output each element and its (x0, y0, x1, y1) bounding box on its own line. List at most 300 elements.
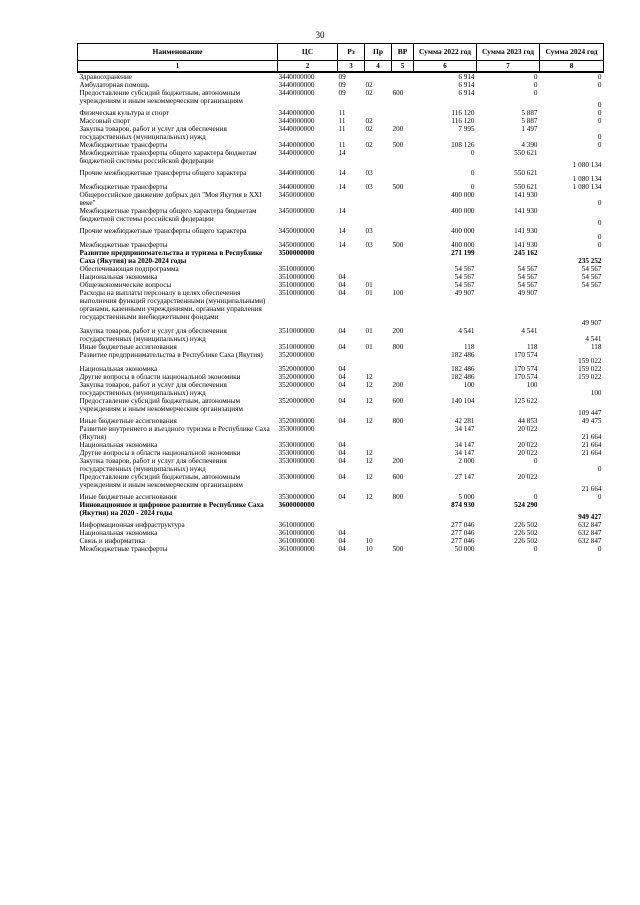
row-vr: 500 (392, 241, 404, 249)
row-rz: 04 (338, 343, 346, 351)
row-vr (392, 425, 414, 441)
table-row (78, 125, 604, 141)
row-name: Межбюджетные трансферты общего характера бюджетам бюджетной системы российской федерации (79, 149, 257, 165)
row-sum-2023: 141 930 (514, 191, 538, 199)
row-vr (392, 207, 414, 227)
row-sum-2022: 140 104 (451, 397, 475, 405)
row-pr (365, 249, 392, 265)
row-sum-2023: 20 022 (517, 425, 538, 433)
row-cs: 3440000000 (278, 125, 315, 133)
row-cs: 3440000000 (278, 109, 315, 117)
row-pr: 03 (365, 183, 373, 191)
index-cell: 4 (365, 61, 392, 73)
row-vr (392, 351, 414, 365)
row-cs: 3500000000 (278, 249, 315, 257)
row-cs: 3530000000 (278, 457, 315, 465)
row-cs: 3440000000 (278, 169, 315, 177)
row-sum-2023: 49 907 (517, 289, 538, 297)
row-vr: 500 (392, 183, 404, 191)
row-cs: 3450000000 (278, 191, 315, 199)
row-vr: 500 (392, 141, 404, 149)
row-sum-2024: 632 847 (578, 521, 602, 529)
row-sum-2024: 159 022 (578, 365, 602, 373)
table-row (78, 521, 604, 529)
row-sum-2023: 44 853 (517, 417, 538, 425)
row-vr (392, 365, 414, 373)
table-row (78, 457, 604, 473)
index-cell: 1 (78, 61, 278, 73)
row-sum-2022: 874 930 (451, 501, 475, 509)
row-cs: 3520000000 (278, 351, 315, 359)
row-name: Межбюджетные трансферты (79, 141, 168, 149)
row-sum-2023: 141 930 (514, 241, 538, 249)
row-vr: 200 (392, 457, 404, 465)
row-rz: 04 (338, 529, 346, 537)
row-sum-2022: 182 486 (451, 351, 475, 359)
row-name: Другие вопросы в области национальной экономики (79, 449, 241, 457)
row-vr (392, 81, 414, 89)
table-row (78, 449, 604, 457)
row-sum-2022: 0 (470, 149, 475, 157)
row-name: Развитие предпринимательства и туризма в Республике Саха (Якутия) на 2020-2024 годы (79, 249, 263, 265)
row-sum-2023: 170 574 (514, 351, 538, 359)
row-name: Прочие межбюджетные трансферты общего характера (79, 169, 247, 177)
table-row (78, 425, 604, 441)
index-cell: 8 (540, 61, 604, 73)
row-pr: 12 (365, 449, 373, 457)
row-sum-2022: 6 914 (458, 89, 475, 97)
row-vr (392, 521, 414, 529)
row-rz (338, 351, 365, 365)
row-name: Информационная инфраструктура (79, 521, 185, 529)
row-sum-2023: 170 574 (514, 365, 538, 373)
page-number: 30 (315, 30, 325, 40)
row-pr: 12 (365, 417, 373, 425)
row-sum-2024: 1 080 134 (572, 175, 602, 183)
row-pr: 12 (365, 373, 373, 381)
row-sum-2022: 6 914 (458, 73, 475, 81)
row-rz: 04 (338, 441, 346, 449)
row-vr (392, 501, 414, 521)
row-sum-2023: 100 (526, 381, 538, 389)
row-name: Закупка товаров, работ и услуг для обеспечения государственных (муниципальных) нужд (79, 327, 227, 343)
row-sum-2022: 34 147 (454, 425, 475, 433)
row-sum-2022: 34 147 (454, 449, 475, 457)
row-sum-2023: 4 541 (521, 327, 538, 335)
row-name: Предоставление субсидий бюджетным, автономным учреждениям и иным некоммерческим организациям (79, 473, 243, 489)
row-sum-2023: 226 502 (514, 529, 538, 537)
row-sum-2024: 21 664 (581, 449, 602, 457)
row-rz: 14 (338, 207, 346, 215)
row-vr (392, 249, 414, 265)
row-sum-2023: 0 (533, 81, 538, 89)
row-sum-2023: 141 930 (514, 227, 538, 235)
row-cs: 3520000000 (278, 417, 315, 425)
row-cs: 3520000000 (278, 397, 315, 405)
header-pr: Пр (365, 44, 392, 61)
row-cs: 3510000000 (278, 327, 315, 335)
row-rz: 11 (338, 141, 346, 149)
row-name: Межбюджетные трансферты (79, 183, 168, 191)
row-cs: 3530000000 (278, 425, 315, 433)
row-sum-2023: 118 (526, 343, 538, 351)
row-pr (365, 149, 392, 169)
row-cs: 3440000000 (278, 81, 315, 89)
row-sum-2022: 49 907 (454, 289, 475, 297)
row-rz: 14 (338, 169, 346, 177)
header-rz: Рз (338, 44, 365, 61)
row-sum-2024: 0 (597, 493, 602, 501)
row-name: Физическая культура и спорт (79, 109, 169, 117)
row-rz: 09 (338, 73, 346, 81)
row-pr: 02 (365, 81, 373, 89)
row-sum-2022: 277 046 (451, 529, 475, 537)
row-sum-2022: 400 000 (451, 207, 475, 215)
table-row (78, 545, 604, 553)
row-cs: 3600000000 (278, 501, 315, 509)
row-sum-2022: 400 000 (451, 191, 475, 199)
row-pr: 02 (365, 117, 373, 125)
row-pr (365, 207, 392, 227)
row-pr: 01 (365, 343, 373, 351)
row-vr (392, 191, 414, 207)
budget-table (77, 43, 604, 553)
row-sum-2024: 21 664 (581, 433, 602, 441)
row-rz (338, 521, 365, 529)
row-sum-2023: 226 502 (514, 521, 538, 529)
row-rz (338, 265, 365, 273)
row-pr: 01 (365, 327, 373, 335)
header-name: Наименование (78, 44, 278, 61)
row-vr: 200 (392, 125, 404, 133)
row-rz: 11 (338, 125, 346, 133)
header-2022: Сумма 2022 год (414, 44, 477, 61)
row-cs: 3510000000 (278, 289, 315, 297)
row-name: Предоставление субсидий бюджетным, автономным учреждениям и иным некоммерческим организациям (79, 89, 243, 105)
table-row (78, 191, 604, 207)
row-sum-2024: 109 447 (578, 409, 602, 417)
row-pr (365, 109, 392, 117)
row-sum-2022: 277 046 (451, 537, 475, 545)
row-name: Общероссийское движение добрых дел "Моя Якутия в XXI веке" (79, 191, 262, 207)
row-rz: 09 (338, 89, 346, 97)
row-sum-2022: 27 147 (454, 473, 475, 481)
table-row (78, 381, 604, 397)
row-name: Межбюджетные трансферты общего характера бюджетам бюджетной системы российской федерации (79, 207, 257, 223)
row-pr (365, 365, 392, 373)
row-vr (392, 273, 414, 281)
row-cs: 3530000000 (278, 473, 315, 481)
row-sum-2022: 42 281 (454, 417, 475, 425)
row-sum-2022: 50 000 (454, 545, 475, 553)
row-sum-2022: 54 567 (454, 273, 475, 281)
row-pr: 01 (365, 281, 373, 289)
row-name: Другие вопросы в области национальной экономики (79, 373, 241, 381)
row-sum-2023: 20 022 (517, 449, 538, 457)
row-sum-2022: 271 199 (451, 249, 475, 257)
table-row (78, 397, 604, 417)
row-vr (392, 373, 414, 381)
table-row (78, 417, 604, 425)
row-sum-2024: 632 847 (578, 529, 602, 537)
row-sum-2024: 0 (597, 545, 602, 553)
row-sum-2023: 0 (533, 545, 538, 553)
row-cs: 3530000000 (278, 493, 315, 501)
row-sum-2024: 118 (590, 343, 602, 351)
row-sum-2023: 5 887 (521, 117, 538, 125)
row-rz (338, 501, 365, 521)
row-sum-2023: 0 (533, 89, 538, 97)
row-rz: 04 (338, 373, 346, 381)
row-vr (392, 227, 414, 241)
row-rz: 04 (338, 273, 346, 281)
row-sum-2024: 49 907 (581, 319, 602, 327)
row-pr (365, 191, 392, 207)
row-rz (338, 249, 365, 265)
row-name: Расходы на выплаты персоналу в целях обеспечения выполнения функций государственными (муниципальными) органами, казенными учреждениями, органами управления государственными внебюджетными фондами (79, 289, 266, 321)
row-name: Национальная экономика (79, 365, 158, 373)
row-sum-2024: 1 080 134 (572, 161, 602, 169)
row-name: Обеспечивающая подпрограмма (79, 265, 179, 273)
row-vr (392, 537, 414, 545)
table-row (78, 343, 604, 351)
row-rz (338, 425, 365, 441)
row-rz: 04 (338, 449, 346, 457)
row-cs: 3510000000 (278, 343, 315, 351)
row-name: Предоставление субсидий бюджетным, автономным учреждениям и иным некоммерческим организациям (79, 397, 243, 413)
table-row (78, 473, 604, 493)
row-cs: 3450000000 (278, 207, 315, 215)
table-row (78, 273, 604, 281)
table-row (78, 141, 604, 149)
row-vr (392, 149, 414, 169)
row-rz: 14 (338, 183, 346, 191)
row-sum-2024: 0 (597, 241, 602, 249)
row-pr (365, 529, 392, 537)
row-rz: 09 (338, 81, 346, 89)
row-rz: 04 (338, 365, 346, 373)
table-row (78, 493, 604, 501)
row-sum-2022: 7 995 (458, 125, 475, 133)
row-pr: 02 (365, 89, 373, 97)
table-row (78, 183, 604, 191)
row-sum-2023: 550 621 (514, 149, 538, 157)
table-row (78, 265, 604, 273)
row-sum-2022: 100 (463, 381, 475, 389)
row-pr: 01 (365, 289, 373, 297)
row-sum-2024: 4 541 (585, 335, 602, 343)
row-name: Амбулаторная помощь (79, 81, 150, 89)
row-sum-2024: 949 427 (578, 513, 602, 521)
row-rz (338, 191, 365, 207)
table-row (78, 249, 604, 265)
row-name: Межбюджетные трансферты (79, 241, 168, 249)
row-rz: 04 (338, 537, 346, 545)
row-cs: 3520000000 (278, 381, 315, 389)
row-sum-2024: 632 847 (578, 537, 602, 545)
row-cs: 3510000000 (278, 273, 315, 281)
index-cell: 5 (392, 61, 414, 73)
row-sum-2024: 1 080 134 (572, 183, 602, 191)
row-pr (365, 501, 392, 521)
row-name: Развитие внутреннего и въездного туризма в Республике Саха (Якутия) (79, 425, 270, 441)
row-vr: 800 (392, 417, 404, 425)
table-header-row (78, 44, 604, 61)
row-vr (392, 109, 414, 117)
row-vr: 800 (392, 343, 404, 351)
row-rz: 04 (338, 457, 346, 465)
row-name: Национальная экономика (79, 273, 158, 281)
row-sum-2024: 159 022 (578, 373, 602, 381)
row-sum-2024: 54 567 (581, 265, 602, 273)
row-pr (365, 72, 392, 81)
row-sum-2023: 125 622 (514, 397, 538, 405)
row-sum-2022: 108 126 (451, 141, 475, 149)
row-pr (365, 265, 392, 273)
row-cs: 3440000000 (278, 149, 315, 157)
row-vr (392, 117, 414, 125)
row-pr: 12 (365, 493, 373, 501)
table-index-row (78, 61, 604, 73)
row-pr: 02 (365, 125, 373, 133)
row-sum-2024: 0 (597, 109, 602, 117)
row-sum-2022: 2 000 (458, 457, 475, 465)
table-row (78, 373, 604, 381)
row-rz: 04 (338, 473, 346, 481)
table-row (78, 241, 604, 249)
row-sum-2022: 0 (470, 169, 475, 177)
table-row (78, 441, 604, 449)
row-rz: 04 (338, 417, 346, 425)
table-row (78, 89, 604, 109)
table-row (78, 351, 604, 365)
row-sum-2023: 550 621 (514, 169, 538, 177)
row-sum-2023: 4 390 (521, 141, 538, 149)
row-cs: 3610000000 (278, 521, 315, 529)
row-sum-2024: 235 252 (578, 257, 602, 265)
row-sum-2023: 5 887 (521, 109, 538, 117)
row-sum-2022: 54 567 (454, 265, 475, 273)
row-vr: 100 (392, 289, 404, 297)
table-row (78, 81, 604, 89)
row-rz: 04 (338, 397, 346, 405)
row-name: Массовый спорт (79, 117, 131, 125)
row-cs: 3450000000 (278, 241, 315, 249)
table-row (78, 327, 604, 343)
row-sum-2023: 245 162 (514, 249, 538, 257)
table-body (78, 72, 604, 553)
row-name: Закупка товаров, работ и услуг для обеспечения государственных (муниципальных) нужд (79, 125, 227, 141)
row-sum-2024: 0 (597, 141, 602, 149)
row-rz: 14 (338, 241, 346, 249)
row-cs: 3610000000 (278, 545, 315, 553)
row-name: Связь и информатика (79, 537, 145, 545)
row-pr: 03 (365, 169, 373, 177)
table-row (78, 281, 604, 289)
row-pr (365, 351, 392, 365)
row-cs: 3520000000 (278, 365, 315, 373)
row-vr (392, 529, 414, 537)
row-sum-2022: 277 046 (451, 521, 475, 529)
row-name: Прочие межбюджетные трансферты общего характера (79, 227, 247, 235)
row-pr: 03 (365, 227, 373, 235)
row-sum-2023: 524 290 (514, 501, 538, 509)
row-rz: 04 (338, 493, 346, 501)
row-cs: 3440000000 (278, 73, 315, 81)
row-sum-2023: 54 567 (517, 281, 538, 289)
row-cs: 3530000000 (278, 449, 315, 457)
row-sum-2022: 182 486 (451, 373, 475, 381)
table-row (78, 227, 604, 241)
row-sum-2022: 6 914 (458, 81, 475, 89)
row-cs: 3510000000 (278, 281, 315, 289)
row-name: Национальная экономика (79, 529, 158, 537)
row-name: Общеэкономические вопросы (79, 281, 172, 289)
row-vr: 200 (392, 327, 404, 335)
row-name: Здравоохранение (79, 73, 133, 81)
row-sum-2022: 400 000 (451, 227, 475, 235)
row-vr (392, 281, 414, 289)
header-2024: Сумма 2024 год (540, 44, 604, 61)
row-sum-2022: 400 000 (451, 241, 475, 249)
table-row (78, 117, 604, 125)
row-cs: 3440000000 (278, 183, 315, 191)
row-rz: 11 (338, 117, 346, 125)
row-sum-2022: 54 567 (454, 281, 475, 289)
row-pr: 12 (365, 473, 373, 481)
row-sum-2024: 0 (597, 73, 602, 81)
row-vr (392, 72, 414, 81)
row-sum-2024: 100 (590, 389, 602, 397)
header-cs: ЦС (278, 44, 338, 61)
row-sum-2024: 0 (597, 117, 602, 125)
header-vr: ВР (392, 44, 414, 61)
row-vr (392, 441, 414, 449)
row-sum-2023: 0 (533, 457, 538, 465)
row-name: Иные бюджетные ассигнования (79, 417, 177, 425)
row-pr: 02 (365, 141, 373, 149)
row-name: Национальная экономика (79, 441, 158, 449)
table-row (78, 169, 604, 183)
row-sum-2024: 0 (597, 233, 602, 241)
row-vr: 600 (392, 397, 404, 405)
row-vr: 600 (392, 89, 404, 97)
row-rz: 14 (338, 227, 346, 235)
table-row (78, 529, 604, 537)
row-pr: 10 (365, 545, 373, 553)
row-sum-2023: 226 502 (514, 537, 538, 545)
row-name: Иные бюджетные ассигнования (79, 343, 177, 351)
index-cell: 6 (414, 61, 477, 73)
row-pr (365, 441, 392, 449)
row-rz: 04 (338, 281, 346, 289)
row-sum-2024: 0 (597, 101, 602, 109)
row-rz: 14 (338, 149, 346, 157)
row-sum-2024: 0 (597, 219, 602, 227)
row-name: Закупка товаров, работ и услуг для обеспечения государственных (муниципальных) нужд (79, 381, 227, 397)
row-sum-2022: 4 541 (458, 327, 475, 335)
row-sum-2024: 0 (597, 133, 602, 141)
table-row (78, 501, 604, 521)
table-row (78, 207, 604, 227)
row-cs: 3610000000 (278, 537, 315, 545)
row-name: Инновационное и цифровое развитие в Республике Саха (Якутия) на 2020 - 2024 годы (79, 501, 264, 517)
table-row (78, 109, 604, 117)
table-row (78, 537, 604, 545)
row-rz: 04 (338, 327, 346, 335)
row-sum-2024: 21 664 (581, 485, 602, 493)
row-sum-2023: 1 497 (521, 125, 538, 133)
